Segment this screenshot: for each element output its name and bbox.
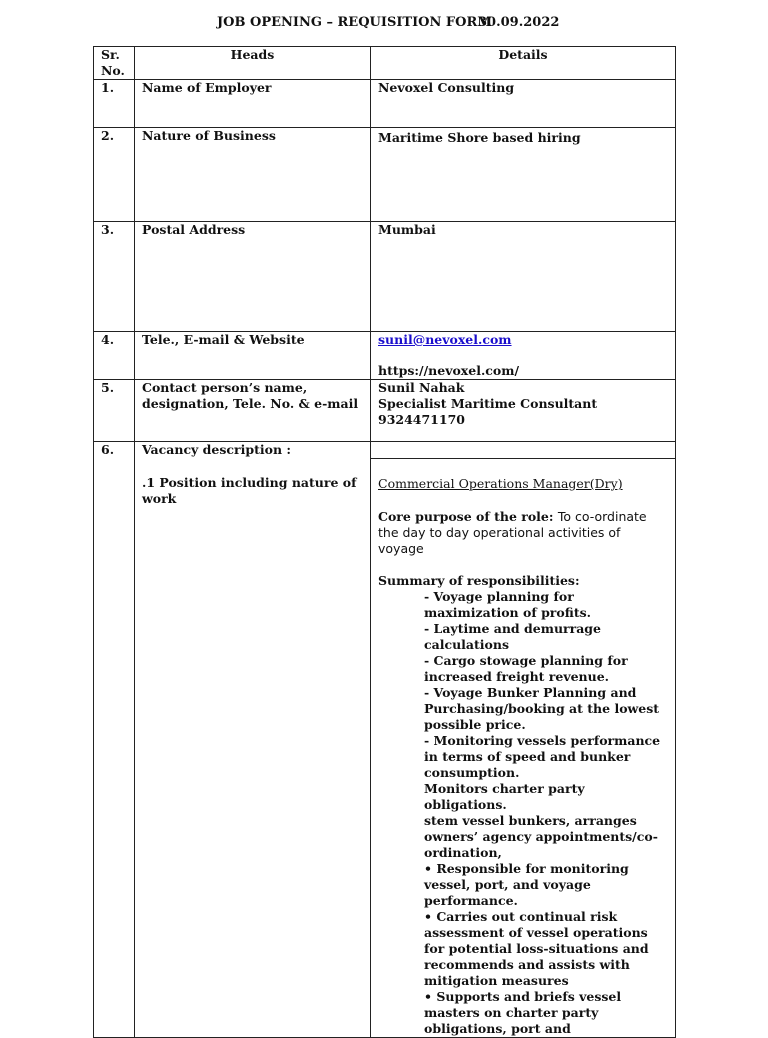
vacancy-sub-head: .1 Position including nature of work bbox=[142, 474, 357, 506]
row-detail-empty bbox=[371, 442, 676, 459]
table-row bbox=[94, 380, 676, 442]
role-title: Commercial Operations Manager(Dry) bbox=[378, 476, 623, 491]
contact-phone: 9324471170 bbox=[378, 412, 465, 427]
row-head: Name of Employer bbox=[135, 80, 371, 128]
row-head: Tele., E-mail & Website bbox=[135, 332, 371, 380]
row-detail-cell bbox=[371, 128, 676, 222]
core-purpose bbox=[378, 509, 668, 557]
email-link[interactable]: sunil@nevoxel.com bbox=[378, 332, 512, 347]
table-row bbox=[94, 80, 676, 128]
list-item: - Voyage planning for maximization of profits. bbox=[424, 589, 591, 620]
summary-label: Summary of responsibilities: bbox=[378, 573, 580, 588]
table-header-row bbox=[94, 47, 676, 80]
contact-name: Sunil Nahak bbox=[378, 380, 465, 395]
table-row bbox=[94, 332, 676, 380]
core-purpose-text: To co-ordinate the day to day operational activities of voyage bbox=[378, 509, 647, 556]
row-head: Contact person’s name, designation, Tele. No. & e-mail bbox=[135, 380, 371, 442]
form-title-bar bbox=[0, 15, 768, 35]
list-item: - Cargo stowage planning for increased freight revenue. bbox=[424, 653, 628, 684]
row-sr: 2. bbox=[94, 128, 135, 222]
list-item: stem vessel bunkers, arranges owners’ agency appointments/co-ordination, bbox=[424, 813, 658, 860]
form-date: 30.09.2022 bbox=[478, 15, 560, 30]
header-heads: Heads bbox=[135, 47, 371, 80]
row-detail: Maritime Shore based hiring bbox=[378, 130, 581, 145]
row-head: Vacancy description : bbox=[135, 442, 371, 459]
row-sr: 4. bbox=[94, 332, 135, 380]
list-item: • Carries out continual risk assessment of vessel operations for potential loss-situations and recommends and assists with mitigation measures bbox=[424, 909, 649, 988]
row-detail: Nevoxel Consulting bbox=[371, 80, 676, 128]
responsibilities-list bbox=[424, 589, 668, 1037]
website-text: https://nevoxel.com/ bbox=[378, 363, 520, 378]
list-item: • Supports and briefs vessel masters on charter party obligations, port and bbox=[424, 989, 622, 1036]
header-details: Details bbox=[371, 47, 676, 80]
row-sr: 3. bbox=[94, 222, 135, 332]
table-row bbox=[94, 128, 676, 222]
contact-web-cell bbox=[371, 332, 676, 380]
contact-person-cell bbox=[371, 380, 676, 442]
requisition-table bbox=[93, 46, 676, 1038]
row-sr: 5. bbox=[94, 380, 135, 442]
vacancy-detail-cell bbox=[371, 459, 676, 1038]
contact-designation: Specialist Maritime Consultant bbox=[378, 396, 598, 411]
list-item: - Voyage Bunker Planning and Purchasing/booking at the lowest possible price. bbox=[424, 685, 660, 732]
table-row bbox=[94, 442, 676, 459]
row-sr: 1. bbox=[94, 80, 135, 128]
vacancy-row bbox=[94, 459, 676, 1038]
row-head: Postal Address bbox=[135, 222, 371, 332]
list-item: - Monitoring vessels performance in terms of speed and bunker consumption. bbox=[424, 733, 661, 780]
header-sr-no: Sr. No. bbox=[94, 47, 135, 80]
form-title: JOB OPENING – REQUISITION FORM bbox=[217, 15, 492, 30]
row-sr: 6. bbox=[94, 442, 135, 1038]
row-head: Nature of Business bbox=[135, 128, 371, 222]
row-detail: Mumbai bbox=[371, 222, 676, 332]
list-item: Monitors charter party obligations. bbox=[424, 781, 585, 812]
table-row bbox=[94, 222, 676, 332]
vacancy-head-cell bbox=[135, 459, 371, 1038]
list-item: - Laytime and demurrage calculations bbox=[424, 621, 601, 652]
list-item: • Responsible for monitoring vessel, port, and voyage performance. bbox=[424, 861, 629, 908]
core-purpose-label: Core purpose of the role: bbox=[378, 509, 554, 524]
